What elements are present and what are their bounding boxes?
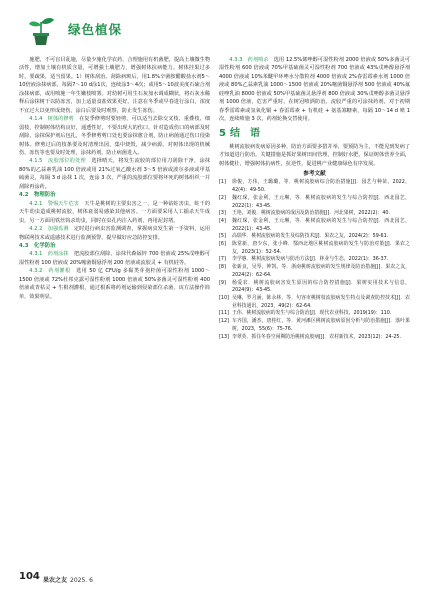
paragraph: 施肥，不可盲目乱施，尽量少施化学农药，合理施用有机菌肥，提高土壤微生物活性，增加土壤有机质含量，可增强土壤肥力，增强树体抗病能力。树体挂果过多时，要疏果，适当留果。1）树体刮治。刮除病斑后，用1.8%辛菌胺醋酸盐水剂5～10倍液涂抹病部，每隔7～10 d涂1次，连续涂3～4次；或用5～10波美度石硫合剂涂抹病部，或用喷施一年生嫩枝喷雾。对幼树可用生石灰加水调成糊状，将石灰水稀释后涂抹树干以防冻害，加上适量食盐效果更好。注意在冬季或早春进行涂白，浓度不宜过大以免形成烧伤，涂白后要及时观察，防止发生冻伤。 <box>19 57 210 114</box>
reference-item: [13] 李翠英．抓住冬春空闲期防治桃树流胶病[J]．农村新技术，2023(12)：24-25. <box>219 333 402 340</box>
sprout-in-pot-icon <box>26 14 56 48</box>
reference-item: [4] 魏红琛，张金利，王元琳，等．桃树流胶病的发生与综合防控[J]．西北园艺，2022(1)：43-45. <box>219 217 410 232</box>
reference-item: [12] 车齐国，潘杰，唐桂红，等．黄河滩区桃树流胶病原因分析与防治措施[J]．落叶果树，2023，55(6)：75-76. <box>219 318 410 332</box>
references-list <box>219 179 410 341</box>
right-column <box>219 56 410 341</box>
paragraph: 4.2.2 加强监测 定时进行病虫害监测调查，掌握病虫发生第一手资料，运用物联网技术或遥感技术进行监测预警，提早做好应急防控安排。 <box>19 226 211 241</box>
page-footer <box>19 572 409 586</box>
subheading: 4.3.3 药剂喷杀 <box>229 57 269 63</box>
references-title: 参考文献 <box>303 170 326 177</box>
subheading: 4.1.5 流胶部位的处理 <box>29 158 86 165</box>
page-header <box>0 0 427 50</box>
heading-physical-control: 4.2 物理防治 <box>19 192 56 199</box>
paragraph: 4.1.4 树体的修剪 在复季修剪时要轻剪，可以适当去除交叉枝、重叠枝、细弱枝，控制树体结构良好，通透性好，不要出现大的伤口。针对造成伤口的病部及时刮除，涂抹保护剂后包扎，冬季修剪剪口处也要涂抹愈合剂，防止病菌通过伤口侵染树体。修剪过后的枝条要及时清理出园，集中烧毁，减少病源。对树体出现的机械伤、冻伤等也要及时处理，涂抹药剂，防止病菌进入。 <box>19 116 211 156</box>
reference-item: [11] 王伟．桃树流胶病的发生与综合防治[J]．现代农业科技，2019(19)：110. <box>219 310 392 317</box>
page-number: 104 <box>19 571 40 582</box>
paragraph: 4.3.2 药剂灌根 选用 50 亿 CFU/g 多黏类芽孢杆菌可湿性粉剂 1000～1500 倍液或 72%杜邦克露可湿性粉剂 1000 倍液或 50%多菌灵可湿性粉剂 400 倍液或青枯灵 + 生根剂灌根，通过根系将药剂运输到侵染部位杀菌，该方法操作简单，效果明显。 <box>19 268 210 300</box>
reference-item: [1] 徐俊，方伟，王璐璐，等．桃树流胶病综合防治措施[J]．园艺与种苗，2022，42(4)：49-50. <box>219 179 410 194</box>
reference-item: [2] 魏红琛，张金利，王元琳，等．桃树流胶病的发生与综合防控[J]．西北园艺，2022(1)：43-45. <box>219 194 410 209</box>
paragraph: 桃树流胶病发病原因多种，防治方面要多措并举，要预防为主，不能见到发病了才知道进行防治。关键措施是抓好果树田间管理，控制好水肥，保证树体营养全面，树体健壮，增强树体抗病性，抗逆性，促进桃产业健康绿色有序发展。 <box>219 143 410 167</box>
conclusion-heading: 5 结 语 <box>219 127 260 139</box>
subheading: 4.3.1 药剂涂抹 <box>29 251 69 258</box>
subheading: 4.2.1 警惕天牛危害 <box>29 200 80 207</box>
reference-item: [6] 陈常新，唐少东，张小峰．鄂西北地区桃树流胶病的发生与防治对策[J]．果农之友，2023(1)：52-54. <box>219 241 410 255</box>
reference-item: [9] 杨爱农．桃树流胶病害发生原因的综合防控措施[J]．果树实用技术与信息，2024(9)：43-45. <box>219 279 410 294</box>
reference-item: [8] 张新良，吴琴，钟凯，等．浙南桃树流胶病的发生规律及防治措施[J]．果农之友，2024(2)：62-64. <box>219 264 410 278</box>
reference-item: [10] 吴琳，罗月涵，陈永林，等．句容市桃树枝流胶病发生特点及调查防控技术[J]．农业科技通讯，2023，49(2)：62-64. <box>219 294 410 309</box>
section-title: 绿色植保 <box>68 22 123 37</box>
paragraph: 4.2.1 警惕天牛危害 天牛是桃树的主要虫害之一，是一种钻蛀害虫，蛀干的天牛幼虫造成桃树流胶，树体衰弱易感染其他病害。一方面要采用人工捕杀天牛成虫，另一方面用铁丝钩杀幼虫，同时在虫孔内注入药剂，再用泥封堵。 <box>19 200 210 224</box>
subheading: 4.1.4 树体的修剪 <box>29 116 74 123</box>
paragraph: 4.3.1 药剂涂抹 把流胶部位刮除，涂抹代森锰锌 700 倍液或 25%戊唑醇可湿性粉剂 100 倍液或 20%噻菌铜悬浮剂 200 倍液或流胶灵 + 有机硅等。 <box>19 251 211 266</box>
subheading: 4.3.2 药剂灌根 <box>29 268 71 275</box>
left-column <box>19 56 210 301</box>
reference-item: [7] 李学惠．桃树流胶病发病与防治方法[J]．林业与生态，2022(1)：36-37. <box>219 256 389 263</box>
paragraph: 4.1.5 流胶部位的处理 选择晴天，将发生流胶的部位用刀刮除干净，涂抹 80%的乙蒜素乳油 100 倍液或用 21%过氧乙酸水剂 3～5 倍液或波尔多液或甲基硫菌灵，每隔 3 d 涂抹 1 次，连涂 3 次，严重的流胶部位要将坏死的树体组织一并刮除再涂药。 <box>19 158 211 190</box>
reference-item: [5] 高瑞华．桃树流胶病的发生及综防技术[J]．果农之友，2024(2)：59-61. <box>219 233 389 240</box>
subheading: 4.2.2 加强监测 <box>29 226 69 233</box>
journal-name: 果农之友 2025. 6 <box>43 577 93 584</box>
reference-item: [3] 王艳，刘俊．桃树流胶病的成因及防治措施[J]．河北果树，2022(2)：40. <box>219 210 391 217</box>
paragraph: 4.3.3 药剂喷杀 选用 12.5%烯唑醇可湿性粉剂 2000 倍液或 50%多菌灵可湿性粉剂 600 倍液或 70%甲基硫菌灵可湿性粉剂 700 倍液或 43%戊唑醇悬浮剂 4000 倍液或 10%苯醚甲环唑水分散粒剂 4000 倍液或 2%春雷霉素水剂 1000 倍液或 80%乙蒜素乳油 1000～1500 倍液或 20%噻菌铜悬浮剂 500 倍液或 40%氟硅唑乳油 8000 倍液或 50%甲基硫菌灵悬浮剂 800 倍液或 30%戊唑醇多菌灵悬浮剂 1000 倍液，危害严重时，在树冠喷洒防治。流胶严重的可涂抹药剂，对于初期春季雷霉素或氢氧化铜 + 春雷霉素 + 有机硅 + 氨基寡糖素，每隔 10～14 d 喷 1 次，连续喷施 3 次，药剂轮换交替使用。 <box>219 57 411 123</box>
heading-chemical-control: 4.3 化学防治 <box>19 242 56 249</box>
